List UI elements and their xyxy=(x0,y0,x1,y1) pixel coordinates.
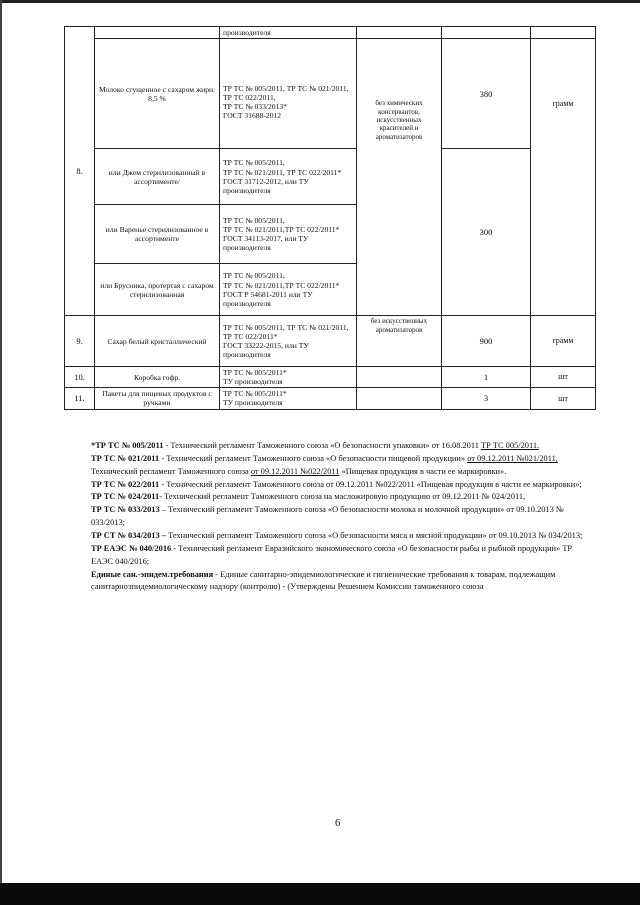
unit-cell: шт xyxy=(531,367,596,388)
table-row xyxy=(65,149,596,205)
standard-line: ТР ТС 022/2011, xyxy=(223,93,276,102)
product-name: Сахар белый кристаллический xyxy=(95,316,220,367)
footnote-term: Единые сан.-эпидем.требования xyxy=(91,569,214,579)
footnote-text: - Единые санитарно-эпидемиологические и гигиенические требования к товарам, подлежащим санитарноэпидемиологическому надзору (контролю) - (Утверждены Решением Комиссии таможенного союза xyxy=(91,569,556,592)
product-name: или Джем стерилизованный в ассортименте/ xyxy=(95,149,220,205)
standard-line: ГОСТ Р 54681-2011 или ТУ производителя xyxy=(223,289,313,308)
standard-line: ТР ТС № 005/2011, ТР ТС № 021/2011, xyxy=(223,83,349,93)
scan-edge-bottom xyxy=(0,883,640,905)
standard-line: ТР ТС № 005/2011, ТР ТС № 021/2011, xyxy=(223,322,349,332)
unit-cell: шт xyxy=(531,388,596,409)
footnote-term: ТР ЕАЭС № 040/2016 xyxy=(91,543,172,553)
footnote-text: - Технический регламент Таможенного союза на масложировую продукцию от 09.12.2011 № 024/2011, xyxy=(159,492,526,502)
standard-line: ТР ТС № 005/2011* xyxy=(223,368,287,378)
footnote-term: ТР ТС № 024/2011 xyxy=(91,492,160,502)
standard-cell: производителя xyxy=(220,27,357,39)
footnote-text: Технический регламент Таможенного союза «О безопасности мяса и мясной продукции» от 09.10.2013 № 034/2013; xyxy=(165,531,583,541)
footnote xyxy=(91,569,588,595)
footnote xyxy=(91,491,588,504)
footnote-term: ТР ТС № 021/2011 xyxy=(91,453,160,463)
row-10-number: 10. xyxy=(65,367,95,388)
footnote-term: ТР ТС № 033/2013 xyxy=(91,505,160,515)
quantity-cell: 300 xyxy=(442,149,531,316)
table-row xyxy=(65,388,596,409)
standard-line: ТР ТС № 033/2013* xyxy=(223,102,287,112)
standard-cell xyxy=(220,388,357,409)
cell-empty xyxy=(442,27,531,39)
standard-line: ГОСТ 31712-2012, или ТУ производителя xyxy=(223,176,309,195)
standard-line: ТУ производителя xyxy=(223,377,283,387)
standard-line: ТР ТС № 005/2011, xyxy=(223,215,285,225)
footnote-underlined: ТР ТС 005/2011. xyxy=(481,441,540,450)
unit-cell: грамм xyxy=(531,316,596,367)
product-name: Пакеты для пищевых продуктов с ручками xyxy=(95,388,220,409)
standard-cell xyxy=(220,39,357,149)
standard-cell xyxy=(220,149,357,205)
cell-empty xyxy=(531,27,596,39)
product-name: Молоко сгущенное с сахаром жирн. 8,5 % xyxy=(95,39,220,149)
cell-empty xyxy=(357,388,442,409)
footnote xyxy=(91,453,588,466)
footnote-text: - Технический регламент Таможенного союза «О безопасности упаковки» от 16.08.2011 xyxy=(163,441,482,450)
footnote-term: ТР СТ № 034/2013 – xyxy=(91,531,166,541)
table-row xyxy=(65,367,596,388)
table-row xyxy=(65,316,596,367)
footnote xyxy=(91,530,588,543)
row-8-number: 8. xyxy=(65,27,95,316)
cell-empty xyxy=(95,27,220,39)
product-name: или Варенье стерилизованное в ассортименте xyxy=(95,205,220,264)
standard-line: ТР ТС № 021/2011,ТР ТС 022/2011* xyxy=(223,225,340,234)
quantity-cell: 1 xyxy=(442,367,531,388)
footnote-text: – Технический регламент Таможенного союза «О безопасности молока и молочной продукции» от 09.10.2013 № 033/2013; xyxy=(91,505,564,528)
standard-cell xyxy=(220,264,357,316)
cell-empty xyxy=(357,367,442,388)
standard-line: ТР ТС 022/2011* xyxy=(223,332,278,341)
standard-cell xyxy=(220,316,357,367)
quantity-cell: 380 xyxy=(442,39,531,149)
footnote-term: ТР ТС № 022/2011 xyxy=(91,479,160,489)
page-number: 6 xyxy=(335,818,341,829)
standard-line: ТР ТС № 005/2011, xyxy=(223,271,285,281)
footnote-text: - Технический регламент Таможенного союза от 09.12.2011 №022/2011 «Пищевая продукция в части ее маркировки»; xyxy=(159,479,582,489)
scan-edge-top xyxy=(0,0,640,3)
footnote xyxy=(91,543,588,569)
standard-line: ГОСТ 34113-2017, или ТУ производителя xyxy=(223,234,309,253)
standard-cell xyxy=(220,367,357,388)
quantity-cell: 3 xyxy=(442,388,531,409)
footnote-text: - Технический регламент Евразийского экономического союза «О безопасности рыбы и рыбной продукции» ТР ЕАЭС 040/2016; xyxy=(91,543,573,566)
table-row-continuation xyxy=(65,27,596,39)
footnote xyxy=(91,504,588,530)
requirements-note: без искусственных ароматизаторов xyxy=(357,316,442,367)
standard-line: ТР ТС № 021/2011,ТР ТС 022/2011* xyxy=(223,280,340,290)
row-9-number: 9. xyxy=(65,316,95,367)
cell-empty xyxy=(357,27,442,39)
footnote xyxy=(91,466,588,479)
footnote xyxy=(91,440,588,453)
footnotes xyxy=(91,440,588,594)
footnote xyxy=(91,479,588,492)
footnote-underlined: от 09.12.2011 №022/2011 xyxy=(250,466,340,476)
footnote-text: - Технический регламент Таможенного союза «О безопасности пищевой продукции» xyxy=(159,453,468,463)
unit-cell: грамм xyxy=(531,39,596,316)
row-11-number: 11. xyxy=(65,388,95,409)
scan-edge-left xyxy=(0,0,2,905)
footnote-text: Технический регламент Таможенного союза xyxy=(91,466,251,476)
product-name: Коробка гофр. xyxy=(95,367,220,388)
requirements-note: без химических консервантов, искусственных красителей и ароматизаторов xyxy=(357,39,442,316)
footnote-text: «Пищевая продукция в части ее маркировки». xyxy=(339,466,507,476)
standard-cell xyxy=(220,205,357,264)
standard-line: ТР ТС № 005/2011, xyxy=(223,158,285,168)
product-name: или Брусника, протертая с сахаром стерилизованная xyxy=(95,264,220,316)
quantity-cell: 900 xyxy=(442,316,531,367)
standard-line: ТУ производителя xyxy=(223,398,283,408)
footnote-underlined: от 09.12.2011 №021/2011, xyxy=(467,453,558,463)
standard-line: ТР ТС № 021/2011, ТР ТС 022/2011* xyxy=(223,167,342,177)
table-row xyxy=(65,39,596,149)
standard-line: ГОСТ 31688-2012 xyxy=(223,111,282,121)
footnote-term: *ТР ТС № 005/2011 xyxy=(91,441,164,450)
standard-line: ГОСТ 33222-2015, или ТУ производителя xyxy=(223,341,309,360)
specification-table xyxy=(64,26,596,410)
standard-line: ТР ТС № 005/2011* xyxy=(223,389,287,399)
